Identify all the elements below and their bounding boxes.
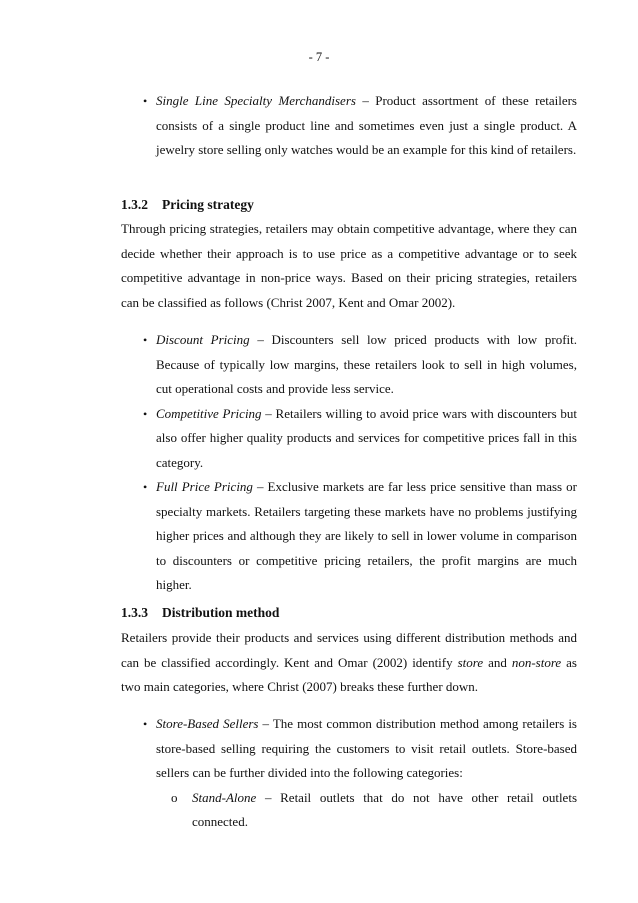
bullet-icon: •	[143, 333, 148, 347]
paragraph-text: and	[483, 654, 512, 670]
bullet-term: Store-Based Sellers	[156, 716, 259, 731]
pricing-paragraph: Through pricing strategies, retailers may obtain competitive advantage, where they can decide whether their approach is to use price as a competitive advantage or to seek competitive advantage in non-price ways. Based on their pricing strategies, retailers can be classified as follows (Christ 2007, Kent and Omar 2002).	[121, 221, 577, 310]
paragraph-text: as two main categories, where Christ (2007) breaks these further down.	[121, 654, 577, 694]
paragraph-emphasis: non-store	[511, 654, 562, 670]
circle-bullet-icon: o	[171, 789, 178, 805]
bullet-text: – Retailers willing to avoid price wars with discounters but also offer higher quality products and services for competitive prices fall in this category.	[156, 405, 578, 470]
paragraph-emphasis: store	[457, 654, 484, 670]
top-bullet-list	[121, 89, 577, 163]
section-title: Distribution method	[162, 605, 280, 620]
bullet-icon: •	[143, 480, 148, 494]
list-item	[121, 712, 577, 835]
list-item	[121, 328, 577, 402]
sub-bullet-text: – Retail outlets that do not have other retail outlets connected.	[192, 789, 577, 829]
list-item	[121, 89, 577, 163]
bullet-icon: •	[143, 406, 148, 421]
bullet-term: Single Line Specialty Merchandisers	[156, 93, 356, 108]
section-number: 1.3.2	[121, 197, 148, 212]
distribution-paragraph	[121, 626, 577, 700]
bullet-icon: •	[143, 717, 148, 731]
paragraph-text: Retailers provide their products and services using different distribution methods and can be classified accordingly. Kent and Omar (2002) identify	[121, 630, 577, 670]
list-item	[121, 402, 577, 476]
bullet-term: Competitive Pricing	[156, 405, 262, 421]
bullet-term: Full Price Pricing	[156, 479, 253, 494]
sub-bullet-term: Stand-Alone	[192, 789, 257, 805]
bullet-text: – Product assortment of these retailers consists of a single product line and sometimes even just a single product. A jewelry store selling only watches would be an example for this kind of retailers.	[156, 93, 577, 157]
bullet-text: – Exclusive markets are far less price sensitive than mass or specialty markets. Retailers targeting these markets have no problems justifying higher prices and although they are likely to sell in lower volume in comparison to discounters or competitive pricing retailers, the profit margins are much higher.	[156, 479, 577, 592]
sub-list-item	[156, 786, 577, 835]
section-number: 1.3.3	[121, 605, 148, 620]
section-heading-1-3-2	[121, 197, 254, 213]
bullet-text: – Discounters sell low priced products with low profit. Because of typically low margins, these retailers look to sell in high volumes, cut operational costs and provide less service.	[156, 332, 578, 396]
section-title: Pricing strategy	[162, 197, 254, 212]
list-item	[121, 475, 577, 598]
section-heading-1-3-3	[121, 605, 279, 621]
sub-bullet-list	[156, 786, 577, 835]
page-number: - 7 -	[308, 50, 330, 64]
bullet-term: Discount Pricing	[156, 332, 250, 347]
bullet-icon: •	[143, 94, 148, 108]
distribution-bullet-list	[121, 712, 577, 835]
pricing-bullet-list	[121, 328, 577, 598]
bullet-text: – The most common distribution method among retailers is store-based selling requiring the customers to visit retail outlets. Store-based sellers can be further divided into the following categories:	[156, 716, 577, 780]
